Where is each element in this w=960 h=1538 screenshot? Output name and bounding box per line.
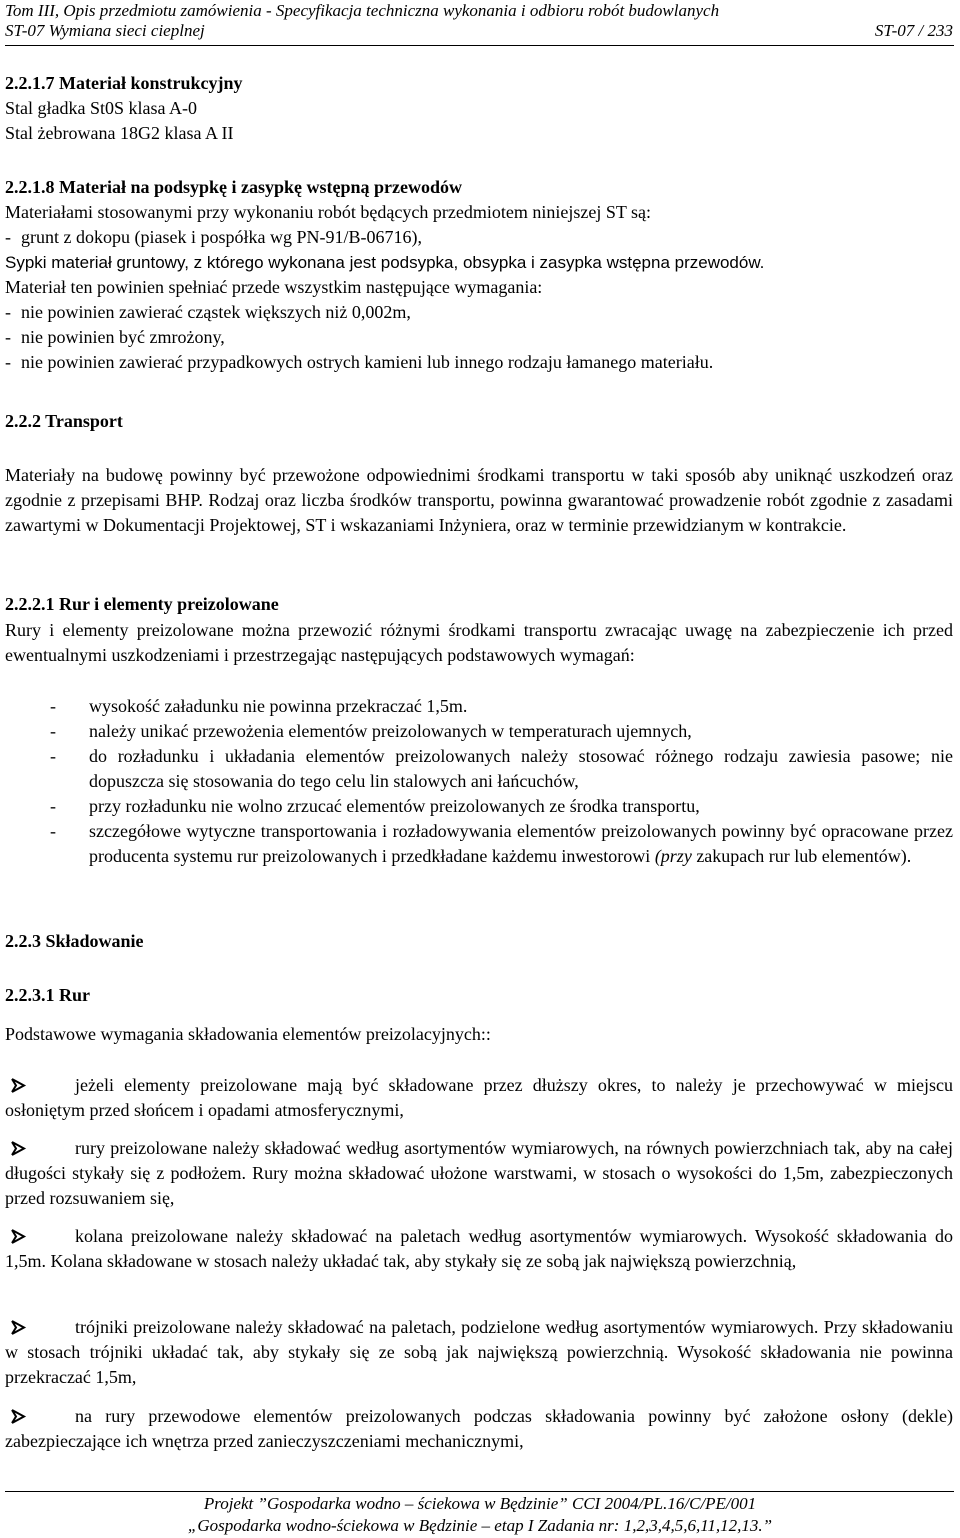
arrow-bullet-icon [8,1136,30,1161]
paragraph: Sypki materiał gruntowy, z którego wykonana jest podsypka, obsypka i zasypka wstępna przewodów. [5,253,765,272]
header-divider [5,45,954,46]
paragraph-preinsulated: Rury i elementy preizolowane można przewozić różnymi środkami transportu zwracając uwagę na zabezpieczenie ich przed ewentualnymi uszkodzeniami i przestrzegając następujących podstawowych wymagań: [5,620,953,665]
section-2217 [5,71,953,146]
list-item: - wysokość załadunku nie powinna przekraczać 1,5m. [5,696,468,716]
header-title: Tom III, Opis przedmiotu zamówienia - Specyfikacja techniczna wykonania i odbioru robót budowlanych [5,1,720,20]
list-item: trójniki preizolowane należy składować na paletach, podzielone według asortymentów wymiarowych. Przy składowaniu w stosach trójniki układać tak, aby stykały się ze sobą jak największą powierzchnią. Wysokość składowania nie powinna przekraczać 1,5m, [5,1317,953,1387]
list-item: kolana preizolowane należy składować na paletach według asortymentów wymiarowych. Wysokość składowania do 1,5m. Kolana składowane w stosach należy układać tak, aby stykały się ze sobą jak największą powierzchnią, [5,1226,953,1271]
list-item: - nie powinien zawierać cząstek większych niż 0,002m, [5,302,411,322]
list-item: na rury przewodowe elementów preizolowanych podczas składowania powinny być założone osłony (dekle) zabezpieczające ich wnętrza przed zanieczyszczeniami mechanicznymi, [5,1406,953,1451]
section-heading: 2.2.1.8 Materiał na podsypkę i zasypkę wstępną przewodów [5,177,463,197]
header-page-number: ST-07 / 233 [874,21,953,40]
list-item: - grunt z dokopu (piasek i pospółka wg PN-91/B-06716), [5,227,422,247]
paragraph: Materiał ten powinien spełniać przede wszystkim następujące wymagania: [5,277,543,297]
section-heading: 2.2.1.7 Materiał konstrukcyjny [5,73,243,93]
arrow-bullet-icon [8,1224,30,1249]
list-item: jeżeli elementy preizolowane mają być składowane przez dłuższy okres, to należy je przechowywać w miejscu osłoniętym przed słońcem i opadami atmosferycznymi, [5,1075,953,1120]
section-heading: 2.2.3.1 Rur [5,985,90,1005]
page-header [5,1,953,41]
list-item: - do rozładunku i układania elementów preizolowanych należy stosować różnego rodzaju zawiesia pasowe; nie dopuszcza się stosowania do tego celu lin stalowych ani łańcuchów, [5,746,953,791]
arrow-bullet-icon [8,1315,30,1340]
paragraph: Materiałami stosowanymi przy wykonaniu robót będących przedmiotem niniejszej ST są: [5,202,652,222]
section-heading: 2.2.3 Składowanie [5,931,144,951]
list-item: - przy rozładunku nie wolno zrzucać elementów preizolowanych ze środka transportu, [5,796,700,816]
text-line: Stal żebrowana 18G2 klasa A II [5,123,234,143]
list-item: - szczegółowe wytyczne transportowania i rozładowywania elementów preizolowanych powinny być opracowane przez producenta systemu rur preizolowanych i przedkładane każdemu inwestorowi (przy zakupach rur lub elementów). [5,821,953,866]
list-item: - nie powinien zawierać przypadkowych ostrych kamieni lub innego rodzaju łamanego materiału. [5,352,714,372]
transport-requirements-list [5,694,953,869]
list-item: - nie powinien być zmrożony, [5,327,225,347]
arrow-bullet-icon [8,1073,30,1098]
text-line: Stal gładka St0S klasa A-0 [5,98,197,118]
paragraph-storage-intro: Podstawowe wymagania składowania elementów preizolacyjnych:: [5,1024,491,1044]
footer-task-line: „Gospodarka wodno-ściekowa w Będzinie – etap I Zadania nr: 1,2,3,4,5,6,11,12,13.” [187,1516,773,1535]
list-item: - należy unikać przewożenia elementów preizolowanych w temperaturach ujemnych, [5,721,692,741]
section-heading: 2.2.2.1 Rur i elementy preizolowane [5,594,279,614]
list-item: rury preizolowane należy składować według asortymentów wymiarowych, na równych powierzchniach tak, aby na całej długości stykały się z podłożem. Rury można składować ułożone warstwami, w stosach o wysokości do 1,5m, zabezpieczonych przed rozsuwaniem się, [5,1138,953,1208]
arrow-bullet-icon [8,1404,30,1429]
paragraph-transport: Materiały na budowę powinny być przewożone odpowiednimi środkami transportu w taki sposób aby uniknąć uszkodzeń oraz zgodnie z przepisami BHP. Rodzaj oraz liczba środków transportu, powinna gwarantować prowadzenie robót zgodnie z zasadami zawartymi w Dokumentacji Projektowej, ST i wskazaniami Inżyniera, oraz w terminie przewidzianym w kontrakcie. [5,465,953,535]
header-spec-name: ST-07 Wymiana sieci cieplnej [5,21,205,40]
section-heading: 2.2.2 Transport [5,411,123,431]
section-2218 [5,175,953,375]
footer-project-line: Projekt ”Gospodarka wodno – ściekowa w Będzinie” CCI 2004/PL.16/C/PE/001 [203,1494,757,1513]
